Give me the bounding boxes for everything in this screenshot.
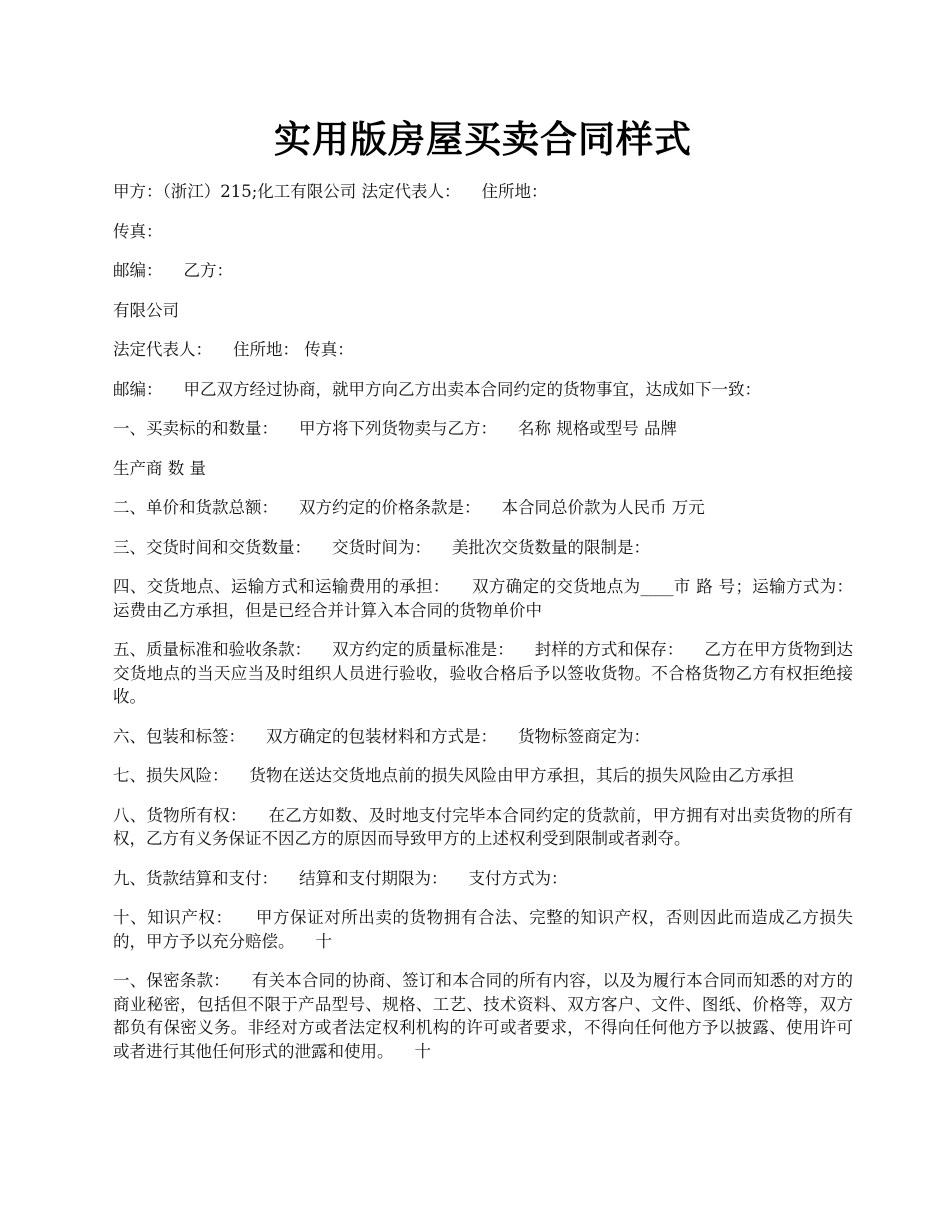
document-title: 实用版房屋买卖合同样式 [274,117,692,161]
clause-2-price: 二、单价和货款总额： 双方约定的价格条款是： 本合同总价款为人民币 万元 [113,498,705,517]
clause-1-subject: 一、买卖标的和数量： 甲方将下列货物卖与乙方： 名称 规格或型号 品牌 [113,419,677,438]
clause-7-risk: 七、损失风险： 货物在送达交货地点前的损失风险由甲方承担，其后的损失风险由乙方承担 [113,766,794,785]
clause-6-packaging: 六、包装和标签： 双方确定的包装材料和方式是： 货物标签商定为： [113,726,650,746]
clause-5-quality: 五、质量标准和验收条款： 双方约定的质量标准是： 封样的方式和保存： 乙方在甲方货物到达交货地点的当天应当及时组织人员进行验收，验收合格后予以签收货物。不合格货物乙方有权拒绝接收。 [113,640,853,706]
clause-8-ownership: 八、货物所有权： 在乙方如数、及时地支付完毕本合同约定的货款前，甲方拥有对出卖货物的所有权，乙方有义务保证不因乙方的原因而导致甲方的上述权利受到限制或者剥夺。 [113,805,853,848]
fax-line: 传真： [113,221,163,241]
clause-10-ip: 十、知识产权： 甲方保证对所出卖的货物拥有合法、完整的知识产权，否则因此而造成乙方损失的，甲方予以充分赔偿。 十 [113,908,853,951]
clause-9-payment: 九、货款结算和支付： 结算和支付期限为： 支付方式为： [113,868,568,888]
clause-4-delivery-place: 四、交货地点、运输方式和运输费用的承担： 双方确定的交货地点为____市 路 号；运输方式为： 运费由乙方承担，但是已经合并计算入本合同的货物单价中 [113,577,874,620]
postcode-party-b-line: 邮编： 乙方： [113,261,233,280]
company-line: 有限公司 [113,300,179,320]
preamble-paragraph: 邮编： 甲乙双方经过协商，就甲方向乙方出卖本合同约定的货物事宜，达成如下一致： [113,379,761,399]
party-a-line: 甲方：（浙江）215;化工有限公司 法定代表人： 住所地： [113,182,548,201]
clause-11-confidentiality: 一、保密条款： 有关本合同的协商、签订和本合同的所有内容，以及为履行本合同而知悉的对方的商业秘密，包括但不限于产品型号、规格、工艺、技术资料、双方客户、文件、图纸、价格等，双方都负有保密义务。非经对方或者法定权利机构的许可或者要求，不得向任何他方予以披露、使用许可或者进行其他任何形式的泄露和使用。 十 [113,971,853,1061]
clause-3-delivery-time: 三、交货时间和交货数量： 交货时间为： 美批次交货数量的限制是： [113,537,650,557]
legal-rep-line: 法定代表人： 住所地： 传真： [113,340,354,359]
document-page [113,0,874,1079]
clause-1-continued: 生产商 数 量 [113,458,206,478]
document-body [113,180,874,1063]
